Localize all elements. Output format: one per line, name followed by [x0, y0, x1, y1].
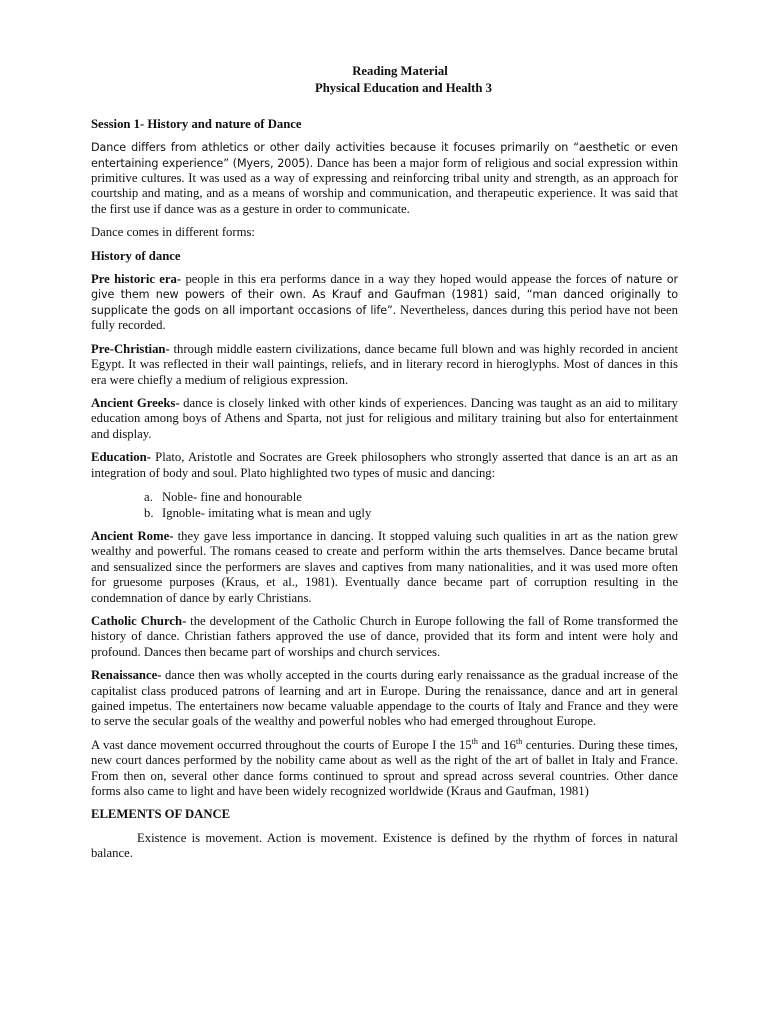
- rome-label: Ancient Rome-: [91, 528, 174, 543]
- music-types-list: [91, 489, 678, 521]
- document-body: [91, 64, 678, 870]
- document-title: Reading Material: [352, 64, 448, 78]
- renaissance-text: dance then was wholly accepted in the courts during early renaissance as the gradual increase of the capitalist class produced patrons of learning and art in Europe. During the renaissance, dance and art in general gained impetus. The entertainers now became valuable appendage to the courts of Italy and France and they were to serve the secular goals of the wealthy and powerful nobles who had emerged throughout Europe.: [91, 668, 678, 729]
- movement-text-c: centuries. During these times, new court dances performed by the nobility came about as well as the right of the art of ballet in Italy and France. From then on, several other dance forms continued to sprout and spread across several countries. Other dance forms also came to light and have been widely recognized worldwide (Kraus and Gaufman, 1981): [91, 737, 678, 799]
- intro-quote: Dance differs from athletics or other daily activities because it focuses primarily on “aesthetic or even entertaining experience” (Myers, 2005).: [91, 141, 678, 170]
- history-heading: History of dance: [91, 248, 181, 263]
- church-label: Catholic Church-: [91, 613, 187, 628]
- elements-heading: ELEMENTS OF DANCE: [91, 807, 231, 822]
- prechristian-label: Pre-Christian-: [91, 341, 170, 356]
- elements-paragraph: Existence is movement. Action is movement. Existence is defined by the rhythm of forces in natural balance.: [91, 830, 678, 861]
- intro-paragraph: [91, 140, 678, 217]
- education-text: Plato, Aristotle and Socrates are Greek philosophers who strongly asserted that dance is an art as an integration of body and soul. Plato highlighted two types of music and dancing:: [91, 450, 678, 480]
- list-item-text: Noble- fine and honourable: [162, 489, 302, 504]
- education-label: Education-: [91, 450, 151, 465]
- movement-text-b: and 16: [477, 737, 516, 752]
- prehistoric-text-a: people in this era performs dance in a way they hoped would appease the forces: [181, 272, 611, 287]
- ordinal-suffix: th: [515, 736, 523, 746]
- list-marker: a.: [144, 489, 153, 504]
- forms-line: Dance comes in different forms:: [91, 225, 255, 240]
- list-item: [144, 489, 678, 505]
- list-item-text: Ignoble- imitating what is mean and ugly: [162, 505, 372, 520]
- intro-text: Dance has been a major form of religious and social expression within primitive cultures. It was used as a way of expressing and reinforcing tribal unity and strength, as an approach for courtship and mating, and as a means of worship and communication, and therapeutic experience. It was said that the first use if dance was as a gesture in order to communicate.: [91, 155, 678, 216]
- greeks-paragraph: [91, 396, 678, 442]
- prechristian-paragraph: [91, 342, 678, 388]
- prehistoric-label: Pre historic era-: [91, 272, 182, 287]
- prechristian-text: through middle eastern civilizations, dance became full blown and was highly recorded in ancient Egypt. It was reflected in their wall paintings, reliefs, and in literary record in hieroglyphs. Most of dances in this era were chiefly a medium of religious expression.: [91, 341, 678, 387]
- rome-paragraph: [91, 529, 678, 606]
- prehistoric-text-b: Nevertheless, dances during this period have not been fully recorded.: [91, 302, 678, 333]
- document-subtitle: Physical Education and Health 3: [315, 81, 492, 96]
- prehistoric-quote: of nature or give them new powers of their own. As Krauf and Gaufman (1981) said, “man danced originally to supplicate the gods on all important occasions of life”.: [91, 273, 678, 317]
- ordinal-suffix: th: [471, 736, 478, 746]
- renaissance-paragraph: [91, 668, 678, 730]
- greeks-text: dance is closely linked with other kinds of experiences. Dancing was taught as an aid to military education among boys of Athens and Sparta, not just for religious and military training but also for entertainment and display.: [91, 395, 679, 441]
- church-paragraph: [91, 614, 678, 660]
- movement-text-a: A vast dance movement occurred throughout the courts of Europe I the 15: [91, 737, 472, 752]
- greeks-label: Ancient Greeks-: [91, 395, 180, 410]
- education-paragraph: [91, 450, 678, 481]
- list-item: [144, 505, 678, 521]
- renaissance-label: Renaissance-: [91, 668, 162, 683]
- movement-paragraph: [91, 738, 678, 800]
- prehistoric-paragraph: [91, 272, 678, 334]
- list-marker: b.: [144, 505, 154, 520]
- rome-text: they gave less importance in dancing. It stopped valuing such qualities in art as the nation grew wealthy and powerful. The romans ceased to create and perform within the arts themselves. Dance became brutal and sensualized since the performers are slaves and captives from many nationalities, and it was used more often for gruesome purposes (Kraus, et al., 1981). Eventually dance became part of corruption resulting in the condemnation of dance by early Christians.: [91, 528, 678, 605]
- session-title: Session 1- History and nature of Dance: [91, 116, 302, 131]
- church-text: the development of the Catholic Church in Europe following the fall of Rome transformed the history of dance. Christian fathers approved the use of dance, provided that its form and intent were holy and profound. Dances then became part of worships and church services.: [91, 613, 678, 659]
